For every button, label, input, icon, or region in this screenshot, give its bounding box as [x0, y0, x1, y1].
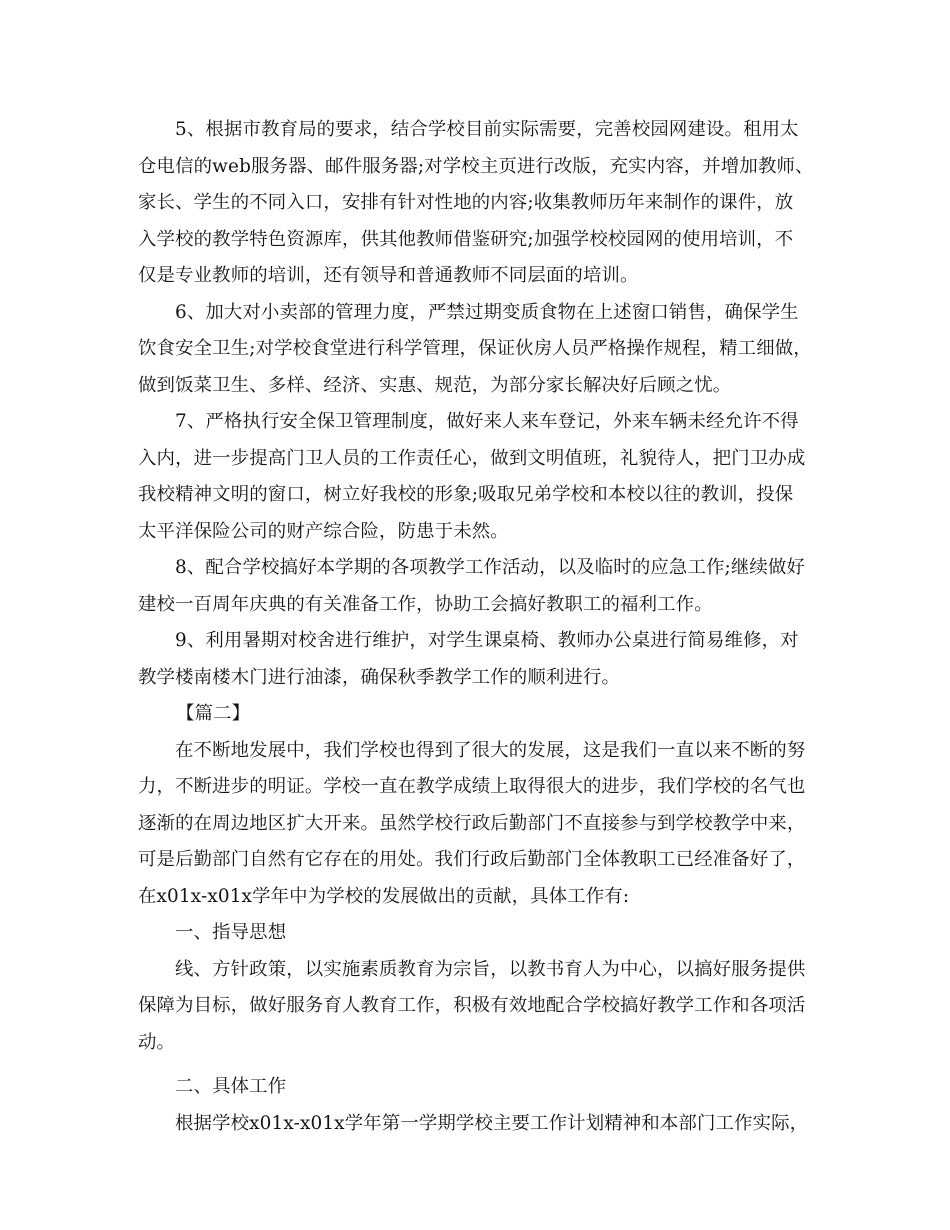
text-line: 一、指导思想: [175, 922, 287, 943]
text-line: 逐渐的在周边地区扩大开来。虽然学校行政后勤部门不直接参与到学校教学中来，: [138, 812, 806, 834]
text-line: 线、方针政策，以实施素质教育为宗旨，以教书育人为中心，以搞好服务提供: [175, 958, 806, 980]
text-line: 力，不断进步的明证。学校一直在教学成绩上取得很大的进步，我们学校的名气也: [138, 776, 806, 797]
text-line: 【篇二】: [176, 703, 251, 724]
text-line: 7、严格执行安全保卫管理制度，做好来人来车登记，外来车辆未经允许不得: [175, 411, 799, 432]
text-line: 在不断地发展中，我们学校也得到了很大的发展，这是我们一直以来不断的努: [175, 739, 806, 761]
text-line: 教学楼南楼木门进行油漆，确保秋季教学工作的顺利进行。: [138, 666, 621, 688]
text-line: 二、具体工作: [175, 1076, 287, 1097]
text-line: 仓电信的web服务器、邮件服务器;对学校主页进行改版，充实内容，并增加教师、: [138, 155, 814, 177]
text-line: 做到饭菜卫生、多样、经济、实惠、规范，为部分家长解决好后顾之忧。: [138, 374, 732, 396]
text-line: 太平洋保险公司的财产综合险，防患于未然。: [138, 520, 509, 542]
text-line: 入内，进一步提高门卫人员的工作责任心，做到文明值班，礼貌待人，把门卫办成: [138, 447, 806, 469]
text-line: 饮食安全卫生;对学校食堂进行科学管理，保证伙房人员严格操作规程，精工细做，: [138, 338, 812, 359]
text-line: 我校精神文明的窗口，树立好我校的形象;吸取兄弟学校和本校以往的教训，投保: [138, 484, 794, 505]
text-line: 9、利用暑期对校舍进行维护，对学生课桌椅、教师办公桌进行简易维修，对: [175, 630, 799, 651]
text-line: 根据学校x01x-x01x学年第一学期学校主要工作计划精神和本部门工作实际，: [175, 1112, 809, 1134]
text-line: 保障为目标，做好服务育人教育工作，积极有效地配合学校搞好教学工作和各项活: [138, 995, 806, 1016]
text-line: 入学校的教学特色资源库，供其他教师借鉴研究;加强学校校园网的使用培训，不: [138, 228, 794, 250]
text-line: 家长、学生的不同入口，安排有针对性地的内容;收集教师历年来制作的课件，放: [138, 192, 794, 213]
text-line: 可是后勤部门自然有它存在的用处。我们行政后勤部门全体教职工已经准备好了，: [138, 849, 806, 870]
text-line: 动。: [138, 1031, 176, 1053]
text-line: 6、加大对小卖部的管理力度，严禁过期变质食物在上述窗口销售，确保学生: [175, 301, 799, 323]
text-line: 仅是专业教师的培训，还有领导和普通教师不同层面的培训。: [138, 265, 639, 286]
text-line: 8、配合学校搞好本学期的各项教学工作活动，以及临时的应急工作;继续做好: [175, 557, 806, 578]
text-line: 建校一百周年庆典的有关准备工作，协助工会搞好教职工的福利工作。: [138, 593, 713, 615]
text-line: 在x01x-x01x学年中为学校的发展做出的贡献，具体工作有:: [138, 885, 630, 907]
text-line: 5、根据市教育局的要求，结合学校目前实际需要，完善校园网建设。租用太: [175, 119, 799, 140]
